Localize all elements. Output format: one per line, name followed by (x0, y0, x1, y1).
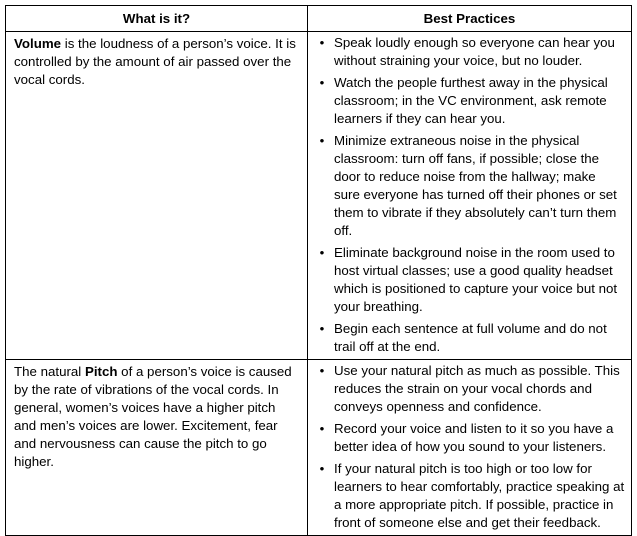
best-practices-list (316, 34, 625, 356)
list-item (316, 420, 625, 456)
practice-text: If your natural pitch is too high or too low for learners to hear comfortably, practice speaking at a more appropriate pitch. If possible, practice in front of someone else and get their feedback. (334, 461, 625, 530)
definition-body: is the loudness of a person’s voice. It is controlled by the amount of air passed over the vocal cords. (14, 36, 296, 87)
definition-text (14, 35, 301, 89)
best-practices-cell (308, 32, 632, 360)
bullet-icon: • (319, 245, 325, 260)
bullet-icon: • (319, 321, 325, 336)
definition-prefix: The natural (14, 364, 85, 379)
header-best-practices: Best Practices (308, 6, 632, 32)
bullet-icon: • (319, 133, 325, 148)
table-row-volume (6, 32, 632, 360)
list-item (316, 74, 625, 128)
practice-text: Minimize extraneous noise in the physical classroom: turn off fans, if possible; close the door to reduce noise from the hallway; make sure everyone has turned off their phones or set them to vibrate if they absolutely can’t turn them off. (334, 133, 617, 238)
bullet-icon: • (319, 75, 325, 90)
definition-text (14, 363, 301, 471)
bullet-icon: • (319, 363, 325, 378)
header-what-is-it: What is it? (6, 6, 308, 32)
list-item (316, 244, 625, 316)
practice-text: Begin each sentence at full volume and do not trail off at the end. (334, 321, 607, 354)
bullet-icon: • (319, 421, 325, 436)
definition-term: Volume (14, 36, 62, 51)
definition-cell (6, 32, 308, 360)
practice-text: Speak loudly enough so everyone can hear you without straining your voice, but no louder. (334, 35, 615, 68)
definition-term: Pitch (84, 364, 118, 379)
header-row (6, 6, 632, 32)
list-item (316, 320, 625, 356)
definition-body: of a person’s voice is caused by the rate of vibrations of the vocal cords. In general, women’s voices have a higher pitch and men’s voices are lower. Excitement, fear and nervousness can cause the pitch to go higher. (14, 364, 292, 469)
practice-text: Record your voice and listen to it so you have a better idea of how you sound to your listeners. (334, 421, 614, 454)
table-row-pitch (6, 360, 632, 536)
voice-techniques-table (5, 5, 632, 536)
practice-text: Eliminate background noise in the room used to host virtual classes; use a good quality headset which is positioned to capture your voice but not your breathing. (334, 245, 618, 314)
bullet-icon: • (319, 461, 325, 476)
bullet-icon: • (319, 35, 325, 50)
list-item (316, 460, 625, 532)
best-practices-cell (308, 360, 632, 536)
best-practices-list (316, 362, 625, 532)
definition-cell (6, 360, 308, 536)
list-item (316, 362, 625, 416)
list-item (316, 34, 625, 70)
list-item (316, 132, 625, 240)
practice-text: Watch the people furthest away in the physical classroom; in the VC environment, ask remote learners if they can hear you. (334, 75, 608, 126)
practice-text: Use your natural pitch as much as possible. This reduces the strain on your vocal chords and conveys openness and confidence. (334, 363, 620, 414)
